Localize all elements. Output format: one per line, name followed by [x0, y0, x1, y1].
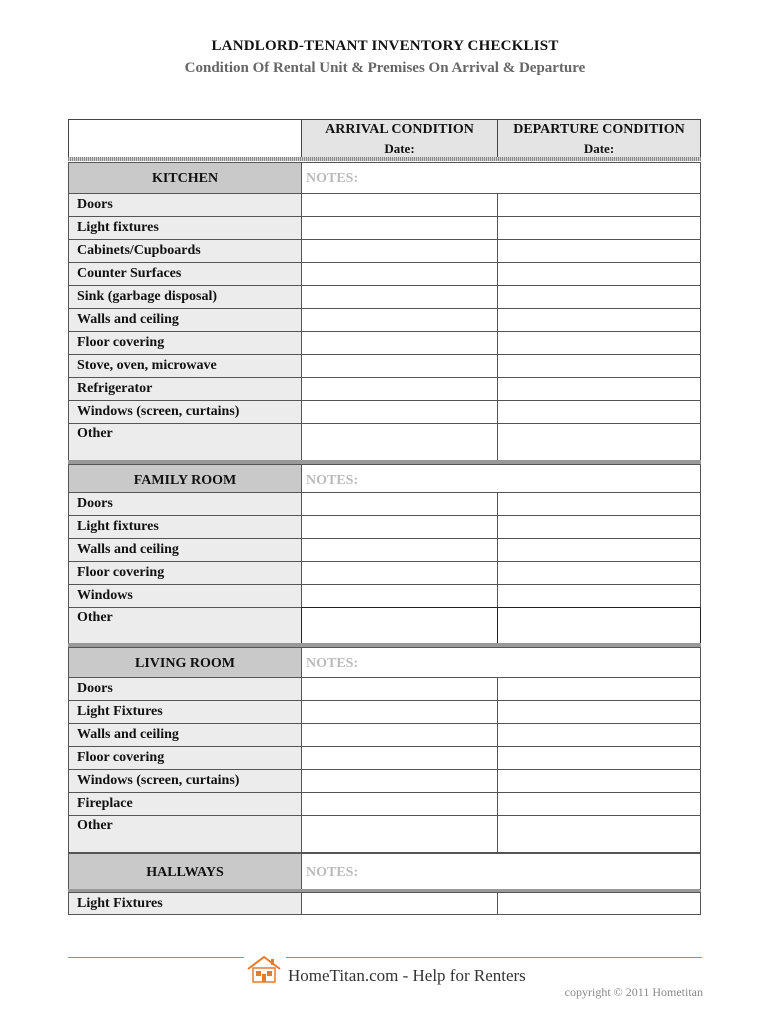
arrival-cell[interactable]: [301, 892, 498, 915]
table-row: [68, 308, 701, 332]
table-row: [68, 792, 701, 816]
table-row: [68, 561, 701, 585]
arrival-cell[interactable]: [301, 308, 498, 332]
item-label: Walls and ceiling: [68, 538, 302, 562]
item-label: Light Fixtures: [68, 700, 302, 724]
item-label: Windows (screen, curtains): [68, 769, 302, 793]
departure-cell[interactable]: [497, 538, 701, 562]
departure-cell[interactable]: [497, 308, 701, 332]
notes-field[interactable]: NOTES:: [301, 464, 701, 496]
document-subtitle: Condition Of Rental Unit & Premises On Arrival & Departure: [184, 60, 586, 76]
table-row: [68, 815, 701, 853]
item-label: Walls and ceiling: [68, 723, 302, 747]
arrival-cell[interactable]: [301, 538, 498, 562]
item-label: Refrigerator: [68, 377, 302, 401]
item-label: Sink (garbage disposal): [68, 285, 302, 309]
departure-cell[interactable]: [497, 607, 701, 644]
arrival-cell[interactable]: [301, 216, 498, 240]
item-label: Floor covering: [68, 746, 302, 770]
arrival-label: ARRIVAL CONDITION: [325, 122, 474, 137]
departure-date-label: Date:: [583, 141, 615, 156]
departure-cell[interactable]: [497, 723, 701, 747]
arrival-cell[interactable]: [301, 193, 498, 217]
section-header: [68, 162, 701, 194]
arrival-cell[interactable]: [301, 239, 498, 263]
departure-cell[interactable]: [497, 515, 701, 539]
item-label: Counter Surfaces: [68, 262, 302, 286]
table-row: [68, 677, 701, 701]
header-divider: [68, 157, 701, 161]
item-label: Stove, oven, microwave: [68, 354, 302, 378]
arrival-cell[interactable]: [301, 331, 498, 355]
arrival-cell[interactable]: [301, 700, 498, 724]
departure-cell[interactable]: [497, 377, 701, 401]
condition-header: [68, 119, 701, 158]
footer-rule-right: [286, 957, 702, 958]
table-row: [68, 515, 701, 539]
departure-cell[interactable]: [497, 400, 701, 424]
departure-cell[interactable]: [497, 700, 701, 724]
departure-cell[interactable]: [497, 354, 701, 378]
table-row: [68, 492, 701, 516]
arrival-cell[interactable]: [301, 607, 498, 644]
document-title: LANDLORD-TENANT INVENTORY CHECKLIST: [211, 38, 559, 54]
table-row: [68, 607, 701, 644]
table-row: [68, 584, 701, 608]
brand-tagline: HomeTitan.com - Help for Renters: [288, 966, 526, 985]
departure-header: [497, 119, 701, 158]
item-label: Cabinets/Cupboards: [68, 239, 302, 263]
item-label: Light Fixtures: [68, 892, 302, 915]
item-label: Walls and ceiling: [68, 308, 302, 332]
copyright-text: copyright © 2011 Hometitan: [564, 985, 703, 999]
departure-label: DEPARTURE CONDITION: [513, 122, 685, 137]
arrival-cell[interactable]: [301, 285, 498, 309]
notes-field[interactable]: NOTES:: [301, 647, 701, 679]
section-header: [68, 853, 701, 890]
arrival-cell[interactable]: [301, 262, 498, 286]
table-row: [68, 354, 701, 378]
departure-cell[interactable]: [497, 423, 701, 461]
table-row: [68, 769, 701, 793]
departure-cell[interactable]: [497, 216, 701, 240]
table-row: [68, 700, 701, 724]
arrival-cell[interactable]: [301, 769, 498, 793]
departure-cell[interactable]: [497, 239, 701, 263]
arrival-cell[interactable]: [301, 723, 498, 747]
arrival-cell[interactable]: [301, 584, 498, 608]
departure-cell[interactable]: [497, 746, 701, 770]
departure-cell[interactable]: [497, 584, 701, 608]
arrival-cell[interactable]: [301, 492, 498, 516]
table-row: [68, 216, 701, 240]
item-label: Doors: [68, 677, 302, 701]
table-row: [68, 423, 701, 461]
departure-cell[interactable]: [497, 792, 701, 816]
table-row: [68, 285, 701, 309]
notes-field[interactable]: NOTES:: [301, 162, 701, 194]
arrival-cell[interactable]: [301, 815, 498, 853]
arrival-header: [301, 119, 498, 158]
arrival-date-label: Date:: [384, 141, 415, 156]
table-row: [68, 193, 701, 217]
section-title: FAMILY ROOM: [68, 464, 302, 496]
section-title: KITCHEN: [68, 162, 302, 194]
departure-cell[interactable]: [497, 677, 701, 701]
item-label: Windows (screen, curtains): [68, 400, 302, 424]
table-row: [68, 538, 701, 562]
arrival-cell[interactable]: [301, 561, 498, 585]
departure-cell[interactable]: [497, 815, 701, 853]
departure-cell[interactable]: [497, 331, 701, 355]
departure-cell[interactable]: [497, 262, 701, 286]
section-header: [68, 647, 701, 679]
table-row: [68, 377, 701, 401]
departure-cell[interactable]: [497, 492, 701, 516]
departure-cell[interactable]: [497, 892, 701, 915]
table-row: [68, 400, 701, 424]
footer-rule-left: [68, 957, 244, 958]
table-row: [68, 239, 701, 263]
table-row: [68, 746, 701, 770]
item-label: Fireplace: [68, 792, 302, 816]
section-title: HALLWAYS: [68, 853, 302, 890]
item-label: Light fixtures: [68, 515, 302, 539]
item-label: Other: [68, 607, 302, 644]
table-row: [68, 262, 701, 286]
arrival-cell[interactable]: [301, 515, 498, 539]
arrival-cell[interactable]: [301, 423, 498, 461]
departure-cell[interactable]: [497, 561, 701, 585]
item-label: Other: [68, 423, 302, 461]
arrival-cell[interactable]: [301, 400, 498, 424]
item-label: Doors: [68, 193, 302, 217]
item-label: Floor covering: [68, 561, 302, 585]
departure-cell[interactable]: [497, 769, 701, 793]
item-label: Windows: [68, 584, 302, 608]
item-label: Other: [68, 815, 302, 853]
arrival-cell[interactable]: [301, 746, 498, 770]
notes-field[interactable]: NOTES:: [301, 853, 701, 890]
item-label: Doors: [68, 492, 302, 516]
house-logo-icon: [246, 954, 282, 984]
arrival-cell[interactable]: [301, 354, 498, 378]
arrival-cell[interactable]: [301, 377, 498, 401]
section-title: LIVING ROOM: [68, 647, 302, 679]
table-row: [68, 331, 701, 355]
item-label: Light fixtures: [68, 216, 302, 240]
arrival-cell[interactable]: [301, 792, 498, 816]
arrival-cell[interactable]: [301, 677, 498, 701]
header-blank-cell: [68, 119, 302, 158]
departure-cell[interactable]: [497, 193, 701, 217]
table-row: [68, 723, 701, 747]
table-row: [68, 892, 701, 915]
item-label: Floor covering: [68, 331, 302, 355]
departure-cell[interactable]: [497, 285, 701, 309]
